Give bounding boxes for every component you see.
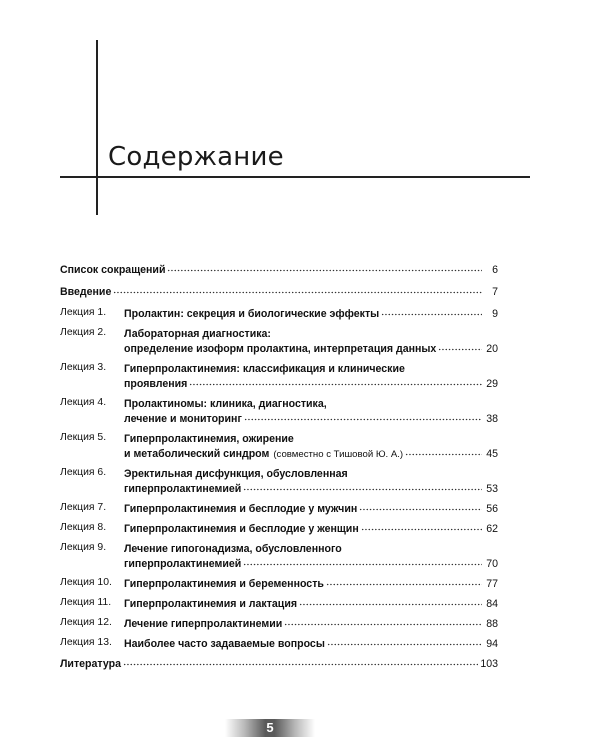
toc-entry [60, 327, 498, 357]
toc-page-number: 94 [486, 638, 498, 650]
toc-entry-title: Гиперпролактинемия и беременность [124, 578, 324, 590]
toc-page-number: 84 [486, 598, 498, 610]
toc-entry [60, 362, 498, 392]
toc-entry-title: Наиболее часто задаваемые вопросы [124, 638, 325, 650]
toc-entry-label: Лекция 13. [60, 637, 112, 648]
toc-entry-title: Гиперпролактинемия и бесплодие у женщин [124, 523, 359, 535]
toc-entry [60, 637, 498, 652]
toc-entry-label: Лекция 12. [60, 617, 112, 628]
toc-entry-title-line: Эректильная дисфункция, обусловленная [124, 468, 348, 480]
toc-dot-leader [438, 343, 482, 353]
page-number-badge [225, 719, 315, 737]
toc-page-number: 70 [486, 558, 498, 570]
toc-entry-title-line: Лабораторная диагностика: [124, 328, 271, 340]
toc-entry-title-line: Гиперпролактинемия: классификация и клинические [124, 363, 405, 375]
toc-entry-title: Гиперпролактинемия и лактация [124, 598, 298, 610]
toc-entry-title: проявления [124, 378, 188, 390]
toc-dot-leader [189, 378, 482, 388]
page-title: Содержание [108, 142, 284, 172]
decorative-vertical-line [96, 40, 98, 215]
toc-entry-title: Лечение гиперпролактинемии [124, 618, 283, 630]
toc-dot-leader [284, 618, 482, 628]
toc-page-number: 45 [486, 448, 498, 460]
toc-entry [60, 285, 498, 300]
toc-entry [60, 542, 498, 572]
toc-page-number: 29 [486, 378, 498, 390]
toc-entry-title: лечение и мониторинг [124, 413, 242, 425]
toc-entry [60, 307, 498, 322]
toc-page-number: 53 [486, 483, 498, 495]
toc-dot-leader [243, 483, 482, 493]
toc-page-number: 56 [486, 503, 498, 515]
toc-dot-leader [359, 503, 482, 513]
toc-entry [60, 263, 498, 278]
toc-entry [60, 522, 498, 537]
toc-entry-label: Лекция 4. [60, 397, 107, 408]
toc-page-number: 20 [486, 343, 498, 355]
toc-page-number: 6 [492, 264, 498, 276]
toc-dot-leader [361, 523, 482, 533]
page-number: 5 [266, 720, 274, 735]
toc-entry-title-line: Пролактиномы: клиника, диагностика, [124, 398, 327, 410]
toc-page-number: 103 [480, 658, 498, 670]
toc-entry [60, 597, 498, 612]
toc-entry-label: Лекция 6. [60, 467, 107, 478]
toc-entry-label: Лекция 3. [60, 362, 107, 373]
toc-entry-label: Лекция 10. [60, 577, 112, 588]
toc-entry-label: Лекция 7. [60, 502, 107, 513]
toc-entry-label: Лекция 1. [60, 307, 107, 318]
toc-page-number: 77 [486, 578, 498, 590]
toc-page-number: 38 [486, 413, 498, 425]
toc-entry-label: Лекция 5. [60, 432, 107, 443]
toc-entry [60, 467, 498, 497]
toc-entry-title: Гиперпролактинемия и бесплодие у мужчин [124, 503, 358, 515]
toc-entry-title: гиперпролактинемией [124, 483, 242, 495]
table-of-contents [60, 258, 498, 672]
toc-entry-label: Лекция 9. [60, 542, 107, 553]
toc-entry [60, 502, 498, 517]
toc-entry-title: Список сокращений [60, 264, 166, 276]
toc-page-number: 88 [486, 618, 498, 630]
decorative-horizontal-line [60, 176, 530, 178]
toc-entry-title-line: Лечение гипогонадизма, обусловленного [124, 543, 342, 555]
toc-entry-label: Лекция 11. [60, 597, 112, 608]
toc-dot-leader [326, 578, 482, 588]
toc-entry-title: Пролактин: секреция и биологические эффекты [124, 308, 380, 320]
toc-dot-leader [381, 308, 482, 318]
toc-dot-leader [243, 558, 482, 568]
toc-page-number: 7 [492, 286, 498, 298]
toc-page-number: 62 [486, 523, 498, 535]
toc-entry [60, 577, 498, 592]
toc-dot-leader [167, 264, 482, 274]
toc-entry-label: Лекция 2. [60, 327, 107, 338]
toc-entry [60, 657, 498, 672]
toc-entry-title: Введение [60, 286, 112, 298]
toc-page-number: 9 [492, 308, 498, 320]
toc-dot-leader [113, 286, 482, 296]
toc-entry-title: Литература [60, 658, 121, 670]
toc-entry-title: определение изоформ пролактина, интерпретация данных [124, 343, 437, 355]
toc-entry-title: и метаболический синдром [124, 448, 270, 460]
toc-entry-note: (совместно с Тишовой Ю. А.) [273, 449, 404, 460]
toc-entry-label: Лекция 8. [60, 522, 107, 533]
toc-dot-leader [405, 448, 482, 458]
toc-entry [60, 432, 498, 462]
toc-entry [60, 397, 498, 427]
toc-entry-title-line: Гиперпролактинемия, ожирение [124, 433, 294, 445]
toc-entry [60, 617, 498, 632]
toc-entry-title: гиперпролактинемией [124, 558, 242, 570]
toc-dot-leader [244, 413, 482, 423]
toc-dot-leader [123, 658, 478, 668]
toc-dot-leader [299, 598, 482, 608]
toc-dot-leader [327, 638, 482, 648]
